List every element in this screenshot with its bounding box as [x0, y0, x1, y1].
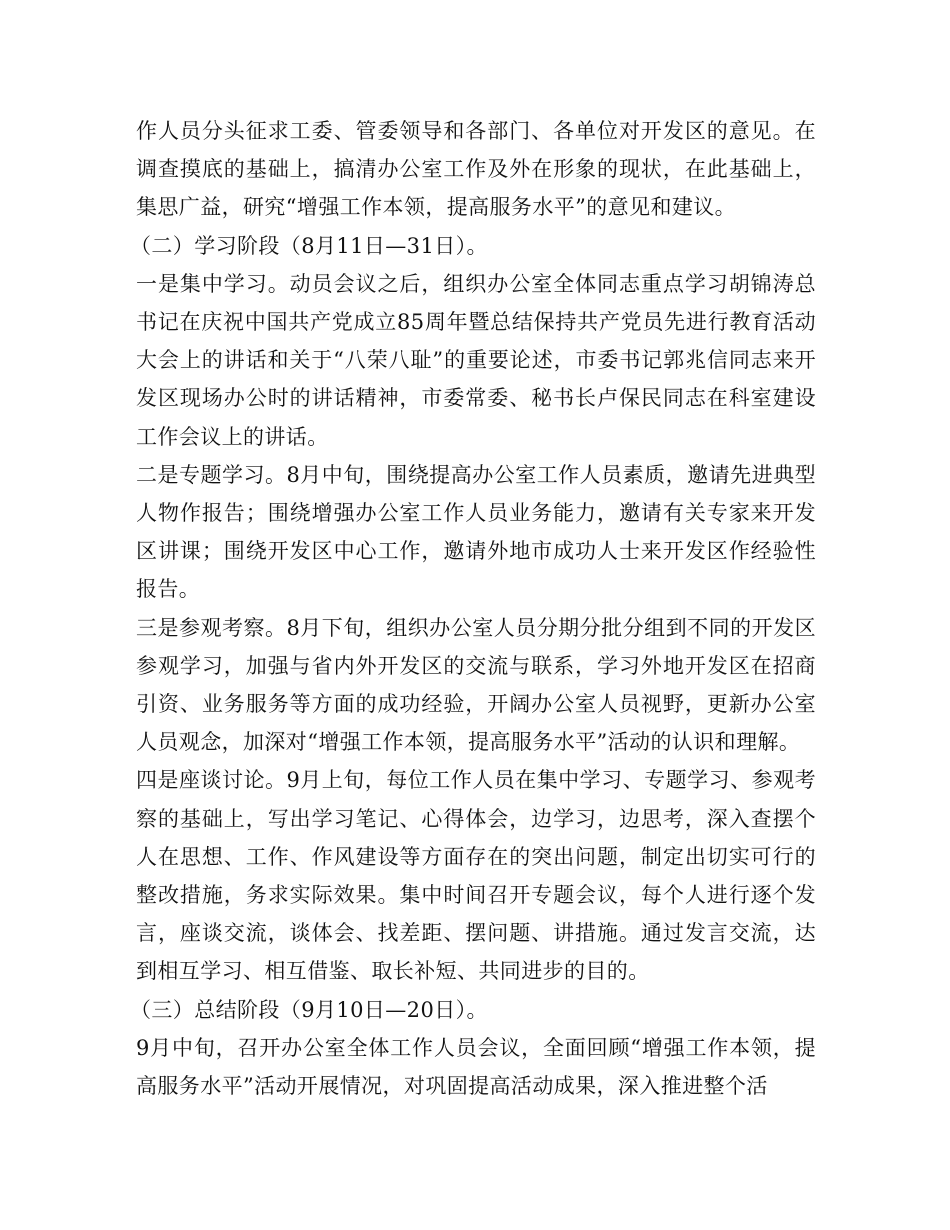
section-heading-study-phase: （二）学习阶段（8月11日—31日）。: [130, 233, 488, 258]
paragraph-concentrated-study: 一是集中学习。动员会议之后，组织办公室全体同志重点学习胡锦涛总书记在庆祝中国共产党成立85周年暨总结保持共产党员先进行教育活动大会上的讲话和关于“八荣八耻”的重要论述，市委书记郭兆信同志来开发区现场办公时的讲话精神，市委常委、秘书长卢保民同志在科室建设工作会议上的讲话。: [136, 271, 816, 449]
paragraph-collect-opinions: 作人员分头征求工委、管委领导和各部门、各单位对开发区的意见。在调查摸底的基础上，搞清办公室工作及外在形象的现状，在此基础上，集思广益，研究“增强工作本领，提高服务水平”的意见和建议。: [136, 119, 816, 220]
paragraph-summary-meeting: 9月中旬，召开办公室全体工作人员会议，全面回顾“增强工作本领，提高服务水平”活动开展情况，对巩固提高活动成果，深入推进整个活: [136, 1035, 816, 1099]
document-body: [130, 112, 816, 1105]
section-heading-summary-phase: （三）总结阶段（9月10日—20日）。: [130, 997, 488, 1022]
paragraph-topic-study: 二是专题学习。8月中旬，围绕提高办公室工作人员素质，邀请先进典型人物作报告；围绕增强办公室工作人员业务能力，邀请有关专家来开发区讲课；围绕开发区中心工作，邀请外地市成功人士来开发区作经验性报告。: [136, 462, 816, 602]
paragraph-discussion: 四是座谈讨论。9月上旬，每位工作人员在集中学习、专题学习、参观考察的基础上，写出学习笔记、心得体会，边学习，边思考，深入查摆个人在思想、工作、作风建设等方面存在的突出问题，制定出切实可行的整改措施，务求实际效果。集中时间召开专题会议，每个人进行逐个发言，座谈交流，谈体会、找差距、摆问题、讲措施。通过发言交流，达到相互学习、相互借鉴、取长补短、共同进步的目的。: [136, 768, 816, 984]
paragraph-field-visit: 三是参观考察。8月下旬，组织办公室人员分期分批分组到不同的开发区参观学习，加强与省内外开发区的交流与联系，学习外地开发区在招商引资、业务服务等方面的成功经验，开阔办公室人员视野，更新办公室人员观念，加深对“增强工作本领，提高服务水平”活动的认识和理解。: [136, 615, 816, 755]
